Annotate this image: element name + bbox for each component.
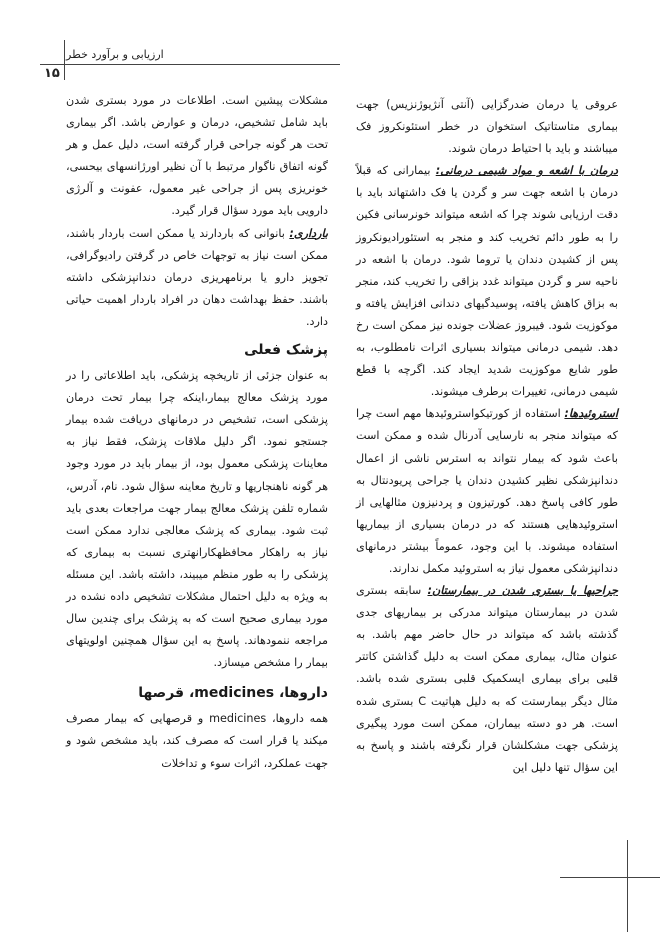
steroids-lead: استروئیدها: [564, 407, 618, 421]
paragraph-current-physician: به عنوان جزئی از تاریخچه پزشکی، باید اطلاعاتی را در مورد پزشک معالج بیمار،اینکه چرا بیمار تحت درمان پزشکی است، تشخیص در درمانهای دریافت شده بیمار جستجو نمود. اگر دلیل ملاقات پزشک، فقط نیاز به معاینات پزشکی معمول بود، از بیمار باید در مورد وجود هر گونه ناهنجاریها و تاریخ معاینه سؤال شود. نام، آدرس، شماره تلفن پزشک معالج بیمار جهت مراجعات بعدی باید ثبت شود. بیماری که پزشک معالجی ندارد ممکن است نیاز به راهکار محافظهکارانهتری نسبت به بیماری که پزشکی را به طور منظم میبیند، داشته باشد. این مسئله به ویژه به دلیل احتمال مشکلات تشخیص داده نشده در مورد بیماری صحیح است که به پزشک برای چندین سال مراجعه ننمودهاند. پاسخ به این سؤال همچنین اولویتهای بیمار را مشخص میسازد. [66, 369, 328, 670]
paragraph-steroids [356, 403, 618, 580]
radiation-lead: درمان با اشعه و مواد شیمی درمانی: [435, 164, 618, 178]
top-rule-vertical [64, 40, 65, 80]
steroids-text: استفاده از کورتیکواستروئیدها مهم است چرا که میتواند منجر به نارسایی آدرنال شده و ممکن است باعث شود که بیمار نتواند به استرس ناشی از اعمال دندانپزشکی نظیر کشیدن دندان یا جراحی پریودنتال به طور کافی پاسخ دهد. کورتیزون و پردنیزون مثالهایی از استروئیدهایی هستند که در درمان بسیاری از بیماریها استفاده میشوند. با این وجود، عموماً بیشتر درمانهای دندانپزشکی معمول نیاز به استروئید مکمل ندارند. [356, 407, 618, 575]
page-number: ۱۵ [44, 66, 60, 81]
paragraph-drugs: همه داروها، medicines و قرصهایی که بیمار مصرف میکند یا قرار است که مصرف کند، باید مشخص شود و جهت عملکرد، اثرات سوء و تداخلات [66, 712, 328, 770]
paragraph-pregnancy [66, 223, 328, 333]
running-head: ارزیابی و برآورد خطر [66, 48, 164, 61]
pregnancy-text: بانوانی که باردارند یا ممکن است باردار باشند، ممکن است نیاز به توجهات خاص در گرفتن رادیوگرافی، تجویز دارو یا برنامهریزی درمان دندانپزشکی داشته باشند. حفظ بهداشت دهان در افراد باردار اهمیت حیاتی دارد. [66, 226, 328, 328]
right-column [356, 94, 618, 779]
radiation-text: بیمارانی که قبلاً درمان با اشعه جهت سر و گردن یا فک داشتهاند باید با دقت ارزیابی شوند چرا که اشعه میتواند خونرسانی فکین را به طور دائم تخریب کند و منجر به استئورادیونکروز پس از کشیدن دندان یا تروما شود. درمان با اشعه در ناحیه سر و گردن میتواند غدد بزاقی را تخریب کند، منجر به بزاق کاهش یافته، پوسیدگیهای دندانی افزایش یافته و موکوزیت شود. فیبروز عضلات جونده نیز ممکن است رخ دهد. شیمی درمانی میتواند بسیاری اثرات نامطلوب، به طور شایع موکوزیت شدید ایجاد کند. اگرچه با قطع شیمی درمانی، تغییرات برطرف میشوند. [356, 164, 618, 399]
left-column [66, 90, 328, 775]
bottom-rule-horizontal [560, 877, 660, 878]
pregnancy-lead: بارداری: [289, 226, 328, 240]
hospitalization-lead: جراحیها یا بستری شدن در بیمارستان: [427, 584, 618, 598]
hospitalization-text: سابقه بستری شدن در بیمارستان میتواند مدرکی بر بیماریهای جدی گذشته باشد که میتواند در حال حاضر مهم باشد. به عنوان مثال، بیماری ممکن است به دلیل گذاشتن کاتتر قلبی برای بیماری ایسکمیک قلبی بستری شده باشد. مثال دیگر بیمارستت که به دلیل هپاتیت C بستری شده است. هر دو دسته بیماران، ممکن است مورد پیگیری پزشکی جهت مشکلشان قرار نگرفته باشند و پاسخ به این سؤال تنها دلیل این [356, 584, 618, 774]
paragraph-hospitalization [356, 580, 618, 779]
bottom-rule-vertical [627, 840, 628, 932]
heading-current-physician: پزشک فعلی [244, 342, 328, 359]
paragraph-antiangiogenic: عروقی یا درمان ضدرگزایی (آنتی آنژیوژنزیس) جهت بیماری متاستاتیک استخوان در خطر استئونکروز فک میباشند و باید با احتیاط درمان شوند. [356, 98, 618, 156]
top-rule-horizontal [40, 64, 340, 65]
heading-drugs: داروها، medicines، قرصها [138, 685, 328, 702]
paragraph-previous-problems: مشکلات پیشین است. اطلاعات در مورد بستری شدن باید شامل تشخیص، درمان و عوارض باشد. اگر بیماری تحت هر گونه جراحی قرار گرفته است، دلیل عمل و هر گونه اتفاق ناگوار مرتبط با آن نظیر اورژانسهای بیحسی، خونریزی پس از جراحی غیر معمول، عفونت و آلرژی دارویی باید مورد سؤال قرار گیرد. [66, 94, 328, 218]
paragraph-radiation [356, 160, 618, 403]
